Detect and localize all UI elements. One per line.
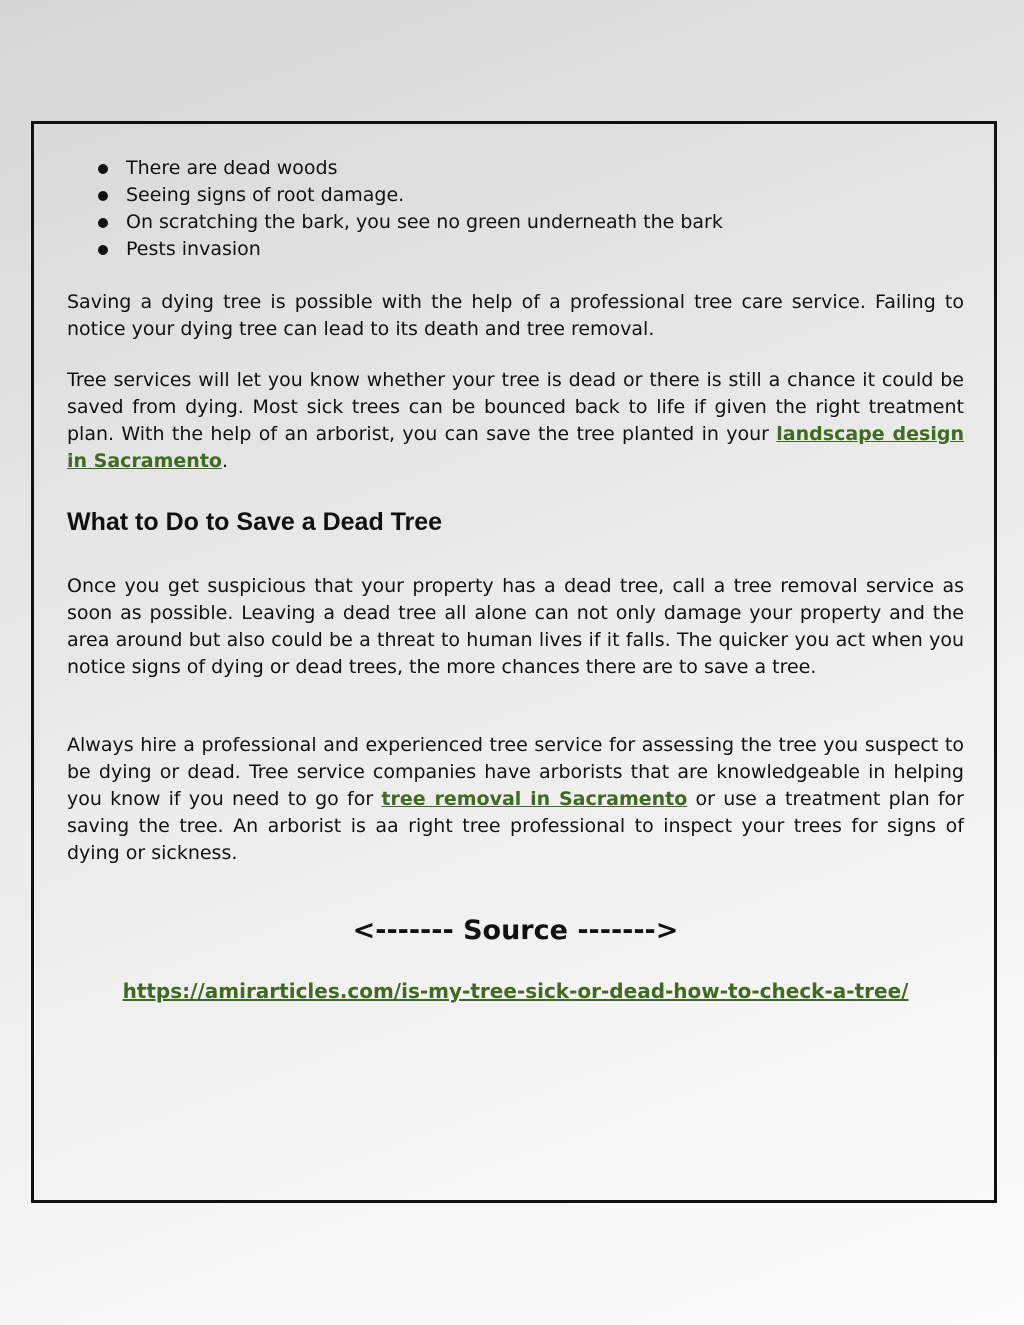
signs-list	[67, 155, 964, 263]
section-heading: What to Do to Save a Dead Tree	[67, 508, 443, 536]
list-item	[67, 209, 964, 236]
landscape-design-link[interactable]: landscape design in Sacramento	[67, 423, 964, 472]
paragraph-hire-professional	[67, 732, 964, 867]
list-item-text: Seeing signs of root damage.	[126, 184, 405, 206]
tree-removal-link[interactable]: tree removal in Sacramento	[381, 788, 688, 810]
content-frame	[31, 121, 997, 1203]
paragraph-saving-tree: Saving a dying tree is possible with the help of a professional tree care service. Failing to notice your dying tree can lead to its death and tree removal.	[67, 291, 964, 340]
bullet-icon	[98, 218, 108, 228]
list-item-text: There are dead woods	[126, 157, 338, 179]
list-item	[67, 155, 964, 182]
source-url-link[interactable]: https://amirarticles.com/is-my-tree-sick-or-dead-how-to-check-a-tree/	[122, 979, 909, 1003]
paragraph-tree-services	[67, 367, 964, 475]
bullet-icon	[98, 164, 108, 174]
list-item	[67, 182, 964, 209]
paragraph-suspicious: Once you get suspicious that your property has a dead tree, call a tree removal service as soon as possible. Leaving a dead tree all alone can not only damage your property and the area around but also could be a threat to human lives if it falls. The quicker you act when you notice signs of dying or dead trees, the more chances there are to save a tree.	[67, 575, 964, 678]
paragraph-text-after: or use a treatment plan for saving the tree. An arborist is aa right tree professional to inspect your trees for signs of dying or sickness.	[67, 788, 964, 864]
list-item	[67, 236, 964, 263]
paragraph-text: Tree services will let you know whether your tree is dead or there is still a chance it could be saved from dying. Most sick trees can be bounced back to life if given the right treatment plan. With the help of an arborist, you can save the tree planted in your	[67, 369, 964, 445]
list-item-text: On scratching the bark, you see no green underneath the bark	[126, 211, 723, 233]
paragraph-end: .	[221, 450, 229, 472]
source-title: <------- Source ------->	[352, 915, 679, 946]
bullet-icon	[98, 191, 108, 201]
bullet-icon	[98, 245, 108, 255]
list-item-text: Pests invasion	[126, 238, 261, 260]
source-url-container	[67, 978, 964, 1004]
paragraph-text-before: Always hire a professional and experienced tree service for assessing the tree you suspect to be dying or dead. Tree service companies have arborists that are knowledgeable in helping you know if you need to go for	[67, 734, 964, 810]
